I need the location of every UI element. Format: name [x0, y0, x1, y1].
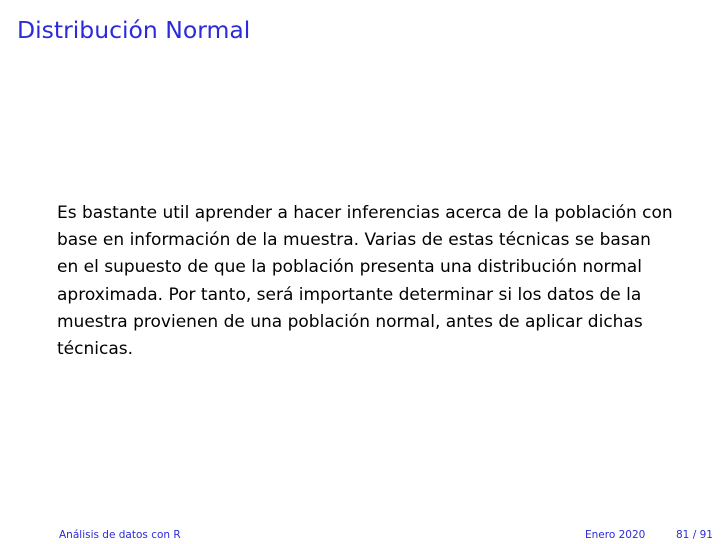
body-line: base en información de la muestra. Varias de estas técnicas se basan	[57, 230, 651, 251]
footer-presentation-title: Análisis de datos con R	[59, 529, 181, 541]
body-line: en el supuesto de que la población presenta una distribución normal	[57, 257, 642, 278]
body-line: técnicas.	[57, 339, 133, 360]
body-line: muestra provienen de una población normal, antes de aplicar dichas	[57, 311, 643, 332]
body-paragraph	[57, 200, 717, 363]
footer-page-number: 81 / 91	[676, 529, 713, 541]
body-line: Es bastante util aprender a hacer inferencias acerca de la población con	[57, 203, 673, 223]
body-line: aproximada. Por tanto, será importante determinar si los datos de la	[57, 284, 642, 305]
footer-date: Enero 2020	[585, 529, 646, 541]
frame-title: Distribución Normal	[17, 16, 251, 44]
